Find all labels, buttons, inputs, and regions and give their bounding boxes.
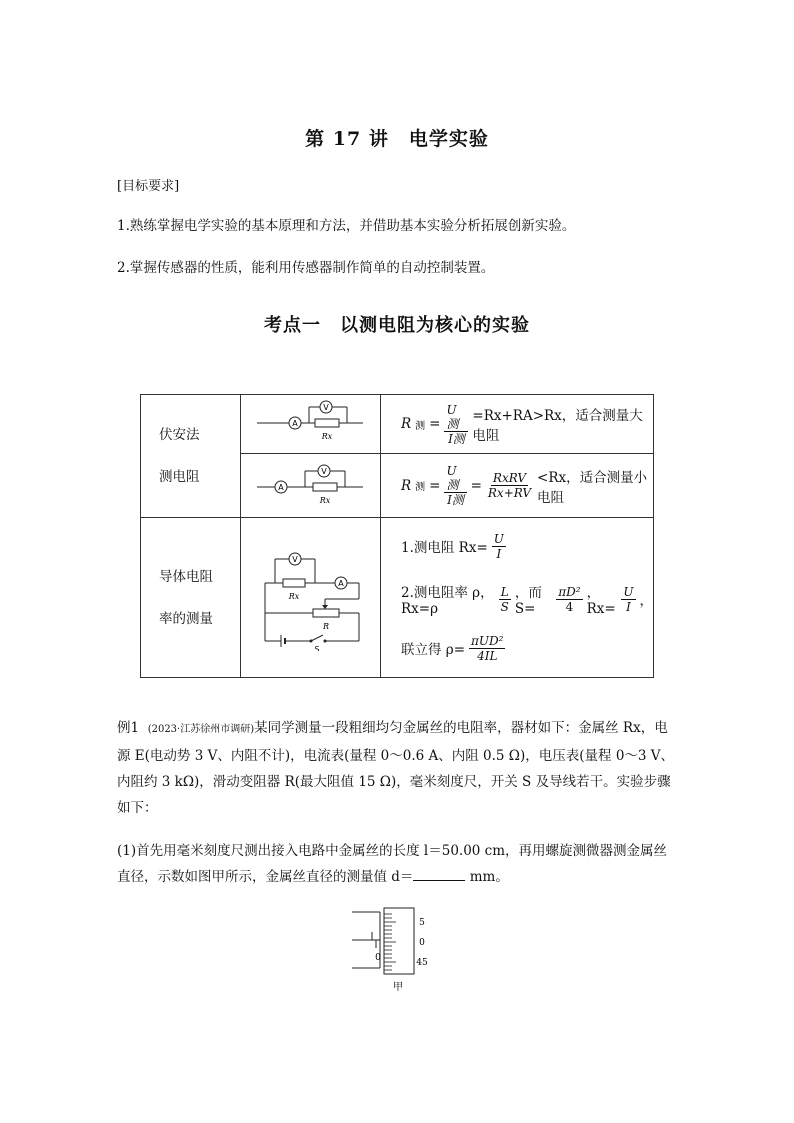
- switch-label: S: [313, 644, 320, 651]
- formula-text: 联立得 ρ=: [401, 642, 466, 658]
- circuit-resistivity-diagram: [251, 541, 371, 651]
- circuit-resistivity: [241, 518, 381, 678]
- formula-sub: 测: [415, 420, 426, 432]
- formula-rhs: <Rx，适合测量小电阻: [537, 469, 648, 506]
- formula-eq: =: [429, 477, 441, 494]
- example-text: 某同学测量一段粗细均匀金属丝的电阻率，器材如下：金属丝 Rx，电源 E(电动势 3 V、内阻不计)，电流表(量程 0～0.6 A、内阻 0.5 Ω)，电压表(量程 0～3 V、内阻约 3 kΩ)，滑动变阻器 R(最大阻值 15 Ω)，毫米刻度尺，开关 S 及导线若干。实验步骤如下：: [117, 720, 675, 816]
- fraction: $\frac{\text{U测}}{\text{I测}}$: [444, 403, 468, 446]
- table-label-resistivity: [141, 518, 241, 678]
- voltmeter-label: V: [320, 466, 327, 476]
- circuit-external: [241, 395, 381, 454]
- label-line: 导体电阻: [159, 568, 213, 585]
- fraction: $\frac{\text{U测}}{\text{I测}}$: [444, 464, 466, 507]
- formula-external: [381, 395, 654, 454]
- label-line: 测电阻: [159, 469, 200, 485]
- sleeve-label: 0: [375, 953, 381, 963]
- answer-blank[interactable]: [413, 866, 465, 881]
- formula-resistivity: [381, 518, 654, 678]
- goal-item-2: 2.掌握传感器的性质，能利用传感器制作简单的自动控制装置。: [117, 260, 495, 276]
- fraction: $\frac{\text{RxRV}}{Rx+RV}$: [487, 471, 532, 500]
- goals-heading: [目标要求]: [117, 179, 180, 194]
- example-paragraph: [117, 715, 677, 821]
- label-line: 伏安法: [159, 427, 200, 443]
- ammeter-label: A: [277, 482, 284, 492]
- voltmeter-label: V: [322, 403, 329, 412]
- question-1: [117, 838, 677, 890]
- fraction: $\frac{\text{πUD²}}{4IL}$: [471, 633, 504, 663]
- formula-text: 2.测电阻率 ρ，Rx=ρ: [401, 585, 494, 617]
- example-label: 例1: [117, 720, 140, 736]
- fraction: $\frac{L}{S}$: [500, 584, 509, 614]
- table-label-voltammetry: [141, 395, 241, 518]
- fraction: $\frac{U}{I}$: [493, 531, 504, 561]
- circuit-internal-diagram: [251, 459, 371, 509]
- formula-text: 1.测电阻 Rx=: [401, 540, 488, 556]
- formula-sub: 测: [415, 482, 426, 493]
- experiment-table: [140, 394, 654, 678]
- circuit-internal: [241, 454, 381, 518]
- thimble-label: 0: [419, 938, 425, 948]
- formula-text: ，Rx=: [586, 585, 616, 617]
- fraction: $\frac{\text{πD²}}{4}$: [558, 584, 581, 614]
- fraction: $\frac{U}{I}$: [623, 584, 634, 614]
- thimble-label: 5: [419, 918, 425, 928]
- section-title: 考点一 以测电阻为核心的实验: [264, 315, 530, 336]
- question-1-unit: mm。: [469, 869, 509, 885]
- formula-text: ，而 S=: [514, 585, 542, 617]
- page-title: 第 17 讲 电学实验: [305, 128, 489, 150]
- rx-label: Rx: [288, 591, 299, 601]
- resistor-label: Rx: [321, 432, 332, 441]
- figure-caption: 甲: [393, 982, 403, 993]
- circuit-external-diagram: [251, 397, 371, 447]
- ammeter-label: A: [291, 419, 298, 428]
- ammeter-label: A: [337, 578, 344, 588]
- formula-eq: =: [470, 477, 482, 494]
- micrometer-figure: [348, 906, 448, 994]
- formula-text: ，: [639, 593, 653, 609]
- label-line: 率的测量: [159, 610, 213, 627]
- voltmeter-label: V: [291, 554, 298, 564]
- formula-internal: [381, 454, 654, 518]
- goal-item-1: 1.熟练掌握电学实验的基本原理和方法，并借助基本实验分析拓展创新实验。: [117, 218, 576, 234]
- formula-rhs: =Rx+RA>Rx，适合测量大电阻: [472, 408, 643, 444]
- formula-eq: =: [429, 416, 441, 432]
- r-label: R: [322, 621, 329, 631]
- example-source: (2023·江苏徐州市调研): [147, 724, 255, 735]
- question-1-text: (1)首先用毫米刻度尺测出接入电路中金属丝的长度 l＝50.00 cm，再用螺旋测微器测金属丝直径，示数如图甲所示，金属丝直径的测量值 d＝: [117, 843, 668, 885]
- thimble-label: 45: [416, 958, 428, 968]
- resistor-label: Rx: [319, 495, 330, 505]
- formula-lhs: R: [401, 477, 412, 494]
- formula-lhs: R: [401, 416, 412, 432]
